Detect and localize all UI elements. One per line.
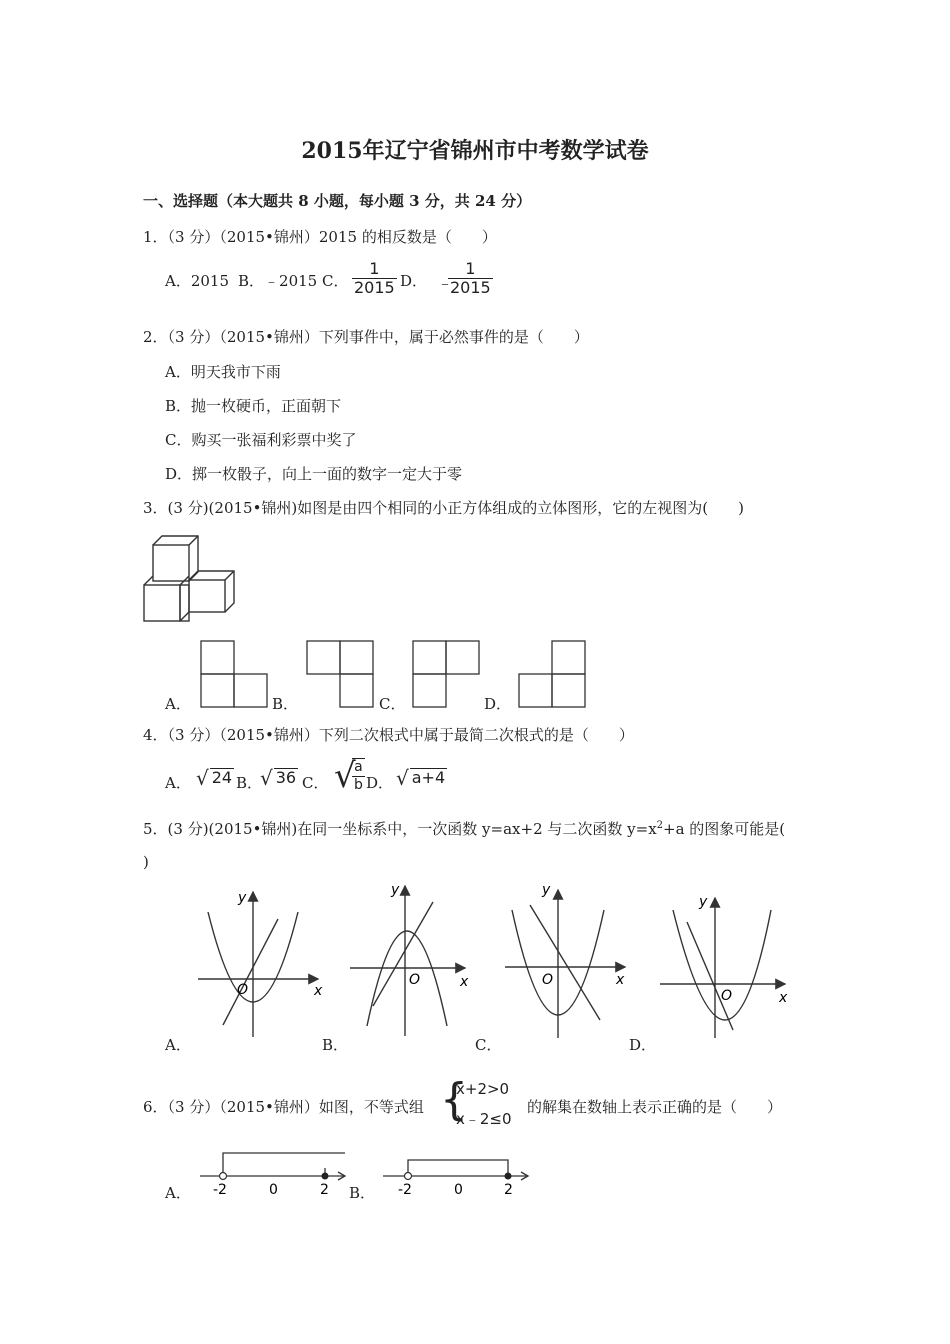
q1-d-neg: ﹣ — [437, 273, 454, 292]
q6-a-tick-0: 0 — [269, 1182, 278, 1198]
q3-option-d[interactable]: D． — [484, 695, 512, 713]
q5-d-y-label: y — [699, 894, 708, 910]
q3-option-c[interactable]: C． — [379, 695, 406, 713]
q5-c-origin: O — [542, 972, 554, 988]
q4-c-den: b — [354, 777, 363, 793]
q6-stem-part1: 6．（3 分）（2015•锦州）如图，不等式组 — [143, 1098, 424, 1116]
q3-option-a[interactable]: A． — [165, 695, 191, 713]
q5-d-origin: O — [721, 988, 733, 1004]
q1-option-d[interactable]: D． — [400, 272, 428, 290]
q5-stem-close: ) — [143, 853, 149, 871]
q3-option-b[interactable]: B． — [272, 695, 299, 713]
q5-a-origin: O — [237, 982, 249, 998]
q5-option-c[interactable]: C． — [475, 1036, 502, 1054]
q2-option-c[interactable]: C．购买一张福利彩票中奖了 — [165, 431, 357, 449]
q2-option-b[interactable]: B．抛一枚硬币，正面朝下 — [165, 397, 342, 415]
q6-b-tick-2: 2 — [504, 1182, 513, 1198]
q2-stem: 2．（3 分）（2015•锦州）下列事件中，属于必然事件的是（ ） — [143, 328, 589, 346]
q5-c-graph — [500, 880, 635, 1042]
q3-b-figure — [304, 639, 376, 709]
q5-b-origin: O — [409, 972, 421, 988]
q6-a-tick-2: 2 — [320, 1182, 329, 1198]
q5-option-d[interactable]: D． — [629, 1036, 657, 1054]
q4-a-radical: √ 24 — [196, 766, 233, 790]
q5-c-x-label: x — [616, 972, 625, 988]
q4-b-radicand: 36 — [275, 768, 297, 787]
q5-b-y-label: y — [391, 882, 400, 898]
q6-a-numberline — [195, 1148, 350, 1200]
q4-c-fraction — [352, 758, 365, 794]
q1-option-b[interactable]: B．﹣2015 — [238, 272, 318, 290]
q4-c-radical: √ — [334, 756, 356, 796]
q4-a-radicand: 24 — [211, 768, 233, 787]
q1-stem: 1．（3 分）（2015•锦州）2015 的相反数是（ ） — [143, 228, 497, 246]
q4-b-radical: √ 36 — [260, 766, 297, 790]
q4-stem: 4．（3 分）（2015•锦州）下列二次根式中属于最简二次根式的是（ ） — [143, 726, 634, 744]
q5-a-x-label: x — [314, 983, 323, 999]
q5-c-y-label: y — [542, 882, 551, 898]
section-heading: 一、选择题（本大题共 8 小题，每小题 3 分，共 24 分） — [143, 192, 532, 210]
q3-cube-figure — [140, 532, 240, 627]
q5-a-y-label: y — [238, 890, 247, 906]
q3-c-figure — [410, 639, 482, 709]
q1-option-c-label: C． — [322, 272, 349, 290]
q5-b-graph — [345, 876, 475, 1042]
q6-option-a[interactable]: A． — [165, 1184, 191, 1202]
q6-b-numberline — [378, 1148, 533, 1200]
q5-b-x-label: x — [460, 974, 469, 990]
q4-option-a[interactable]: A． — [165, 774, 191, 792]
q1-option-a[interactable]: A．2015 — [165, 272, 230, 290]
q1-c-num: 1 — [352, 260, 397, 279]
q6-b-tick-0: 0 — [454, 1182, 463, 1198]
q1-option-c[interactable] — [322, 270, 348, 291]
q5-option-a[interactable]: A． — [165, 1036, 191, 1054]
q1-c-fraction — [352, 260, 397, 297]
q5-d-graph — [655, 890, 795, 1042]
q5-stem — [143, 818, 785, 839]
q1-c-den: 2015 — [354, 278, 395, 297]
q6-stem-part2: 的解集在数轴上表示正确的是（ ） — [527, 1098, 783, 1116]
q6-ineq2: x﹣2≤0 — [456, 1110, 512, 1128]
q5-stem-sup: 2 — [656, 820, 664, 831]
q5-stem-part2: +a 的图象可能是( — [663, 820, 786, 838]
q4-option-d[interactable]: D． — [366, 774, 394, 792]
q4-d-radical: √ a+4 — [396, 766, 446, 790]
q5-stem-part1: 5．(3 分)(2015•锦州)在同一坐标系中，一次函数 y=ax+2 与二次函数 y=x — [143, 820, 657, 838]
page-title: 2015年辽宁省锦州市中考数学试卷 — [301, 138, 649, 164]
q4-d-radicand: a+4 — [411, 768, 446, 787]
q6-brace: { — [440, 1074, 468, 1125]
q1-d-num: 1 — [448, 260, 493, 279]
q3-a-figure — [198, 639, 270, 709]
q4-c-num: a — [352, 759, 365, 777]
q3-stem: 3．(3 分)(2015•锦州)如图是由四个相同的小正方体组成的立体图形，它的左视图为( ) — [143, 499, 744, 517]
q2-option-a[interactable]: A．明天我市下雨 — [165, 363, 281, 381]
q5-a-graph — [190, 882, 330, 1042]
q4-option-b[interactable]: B． — [236, 774, 263, 792]
q6-option-b[interactable]: B． — [349, 1184, 376, 1202]
q5-d-x-label: x — [779, 990, 788, 1006]
q2-option-d[interactable]: D．掷一枚骰子，向上一面的数字一定大于零 — [165, 465, 463, 483]
q4-option-c[interactable]: C． — [302, 774, 329, 792]
q1-d-den: 2015 — [450, 278, 491, 297]
q6-ineq1: x+2>0 — [456, 1080, 510, 1098]
q6-a-tick-neg2: -2 — [213, 1182, 227, 1198]
q1-d-fraction — [448, 260, 493, 297]
q3-d-figure — [516, 639, 588, 709]
q6-b-tick-neg2: -2 — [398, 1182, 412, 1198]
q5-option-b[interactable]: B． — [322, 1036, 349, 1054]
